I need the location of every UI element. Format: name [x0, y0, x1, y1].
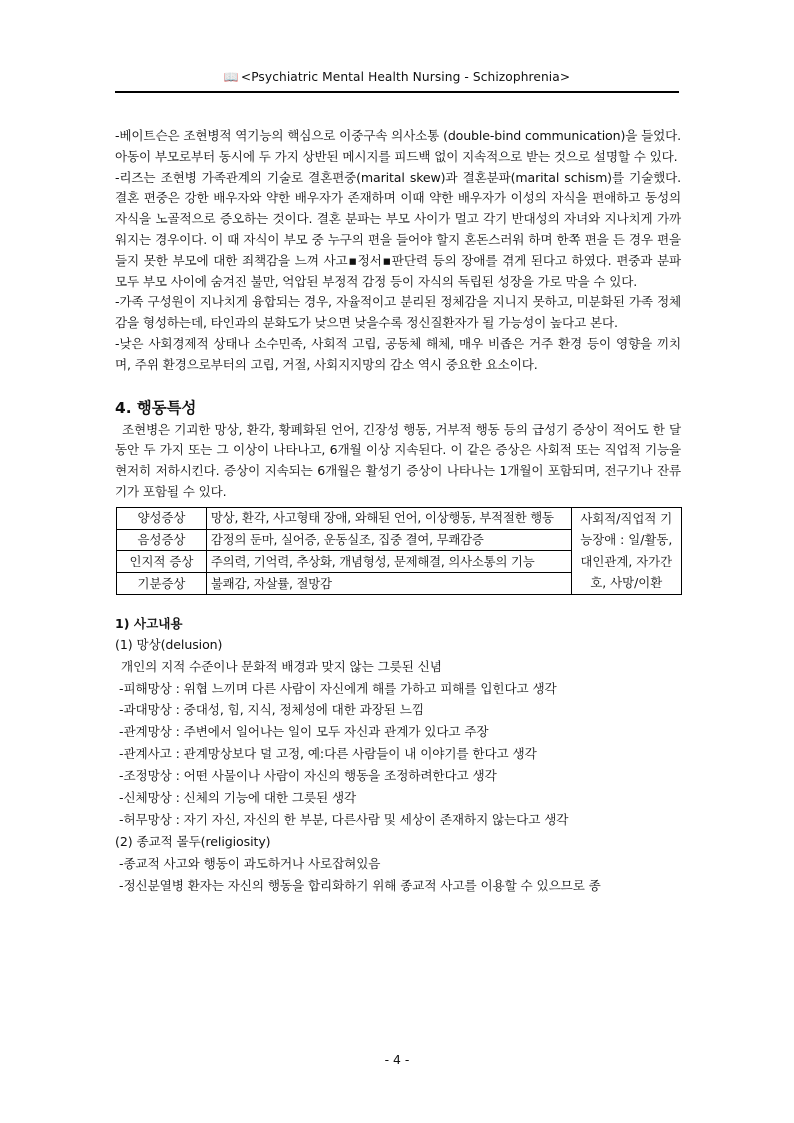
religiosity-title: (2) 종교적 몰두(religiosity) — [115, 833, 271, 849]
paragraph-bateson: -베이트슨은 조현병적 역기능의 핵심으로 이중구속 의사소통 (double-bind communication)을 들었다. 아동이 부모로부터 동시에 두 가지 상반된 메시지를 피드백 없이 지속적으로 받는 것으로 설명할 수 있다. — [115, 128, 681, 164]
page-header — [115, 70, 679, 84]
section-title-behavior: 4. 행동특성 — [115, 398, 197, 417]
list-item: -피해망상 : 위협 느끼며 다른 사람이 자신에게 해를 가하고 피해를 입힌다고 생각 — [119, 680, 557, 696]
subsection-title-thought: 1) 사고내용 — [115, 615, 183, 631]
list-item: -허무망상 : 자기 자신, 자신의 한 부분, 다른사람 및 세상이 존재하지 않는다고 생각 — [119, 812, 569, 827]
list-item: -정신분열병 환자는 자신의 행동을 합리화하기 위해 종교적 사고를 이용할 수 있으므로 종 — [119, 877, 601, 893]
table-cell-desc: 망상, 환각, 사고형태 장애, 와해된 언어, 이상행동, 부적절한 행동 — [206, 507, 571, 529]
header-title: <Psychiatric Mental Health Nursing - Schizophrenia> — [240, 70, 571, 84]
symptom-table — [116, 507, 682, 595]
table-cell-desc: 주의력, 기억력, 추상화, 개념형성, 문제해결, 의사소통의 기능 — [206, 551, 571, 573]
table-row — [117, 507, 682, 529]
paragraph-family-fusion: -가족 구성원이 지나치게 융합되는 경우, 자율적이고 분리된 정체감을 지니지 못하고, 미분화된 가족 정체감을 형성하는데, 타인과의 분화도가 낮으면 낮을수록 정신질환자가 될 가능성이 높다고 본다. — [115, 294, 681, 331]
delusion-definition: 개인의 지적 수준이나 문화적 배경과 맞지 않는 그릇된 신념 — [121, 658, 442, 674]
paragraph-socioeconomic: -낮은 사회경제적 상태나 소수민족, 사회적 고립, 공동체 해체, 매우 비좁은 거주 환경 등이 영향을 끼치며, 주위 환경으로부터의 고립, 거절, 사회지지망의 감소 역시 중요한 요소이다. — [115, 335, 681, 372]
page-number: - 4 - — [384, 1052, 410, 1067]
table-cell-side: 사회적/직업적 기능장애 : 일/활동, 대인관계, 자가간호, 사망/이환 — [571, 507, 681, 594]
list-item: -종교적 사고와 행동이 과도하거나 사로잡혀있음 — [119, 855, 381, 871]
list-item: -과대망상 : 중대성, 힘, 지식, 정체성에 대한 과장된 느낌 — [119, 702, 424, 718]
page-content — [115, 126, 681, 897]
delusion-title: (1) 망상(delusion) — [115, 636, 223, 652]
table-cell-desc: 불쾌감, 자살률, 절망감 — [206, 573, 571, 595]
list-item: -조정망상 : 어떤 사물이나 사람이 자신의 행동을 조정하려한다고 생각 — [119, 768, 497, 784]
table-cell-label: 음성증상 — [117, 529, 207, 551]
list-item: -신체망상 : 신체의 기능에 대한 그릇된 생각 — [119, 790, 357, 806]
list-item: -관계망상 : 주변에서 일어나는 일이 모두 자신과 관계가 있다고 주장 — [119, 724, 489, 740]
paragraph-lidz: -리즈는 조현병 가족관계의 기술로 결혼편중(marital skew)과 결혼분파(marital schism)를 기술했다. 결혼 편중은 강한 배우자와 약한 배우자가 존재하며 이때 약한 배우자가 이성의 자식을 편애하고 동성의 자식을 노골적으로 증오하는 것이다. 결혼 분파는 부모 사이가 멀고 각기 반대성의 자녀와 지나치게 가까워지는 경우이다. 이 때 자식이 부모 중 누구의 편을 들어야 할지 혼돈스러워 하며 한쪽 편을 든 경우 편을 들지 못한 부모에 대한 죄책감을 느껴 사고▪정서▪판단력 등의 장애를 겪게 된다고 하였다. 편중과 분파 모두 부모 사이에 숨겨진 불만, 억압된 부정적 감정 등이 자식의 독립된 성장을 가로 막을 수 있다. — [115, 169, 681, 289]
book-icon: 📖 — [223, 70, 239, 84]
table-cell-desc: 감정의 둔마, 실어증, 운동실조, 집중 결여, 무쾌감증 — [206, 529, 571, 551]
section-intro: 조현병은 기괴한 망상, 환각, 황폐화된 언어, 긴장성 행동, 거부적 행동 등의 급성기 증상이 적어도 한 달 동안 두 가지 또는 그 이상이 나타나고, 6개월 이상 지속된다. 이 같은 증상은 사회적 또는 직업적 기능을 현저히 저하시킨다. 증상이 지속되는 6개월은 활성기 증상이 나타나는 1개월이 포함되며, 전구기나 잔류기가 포함될 수 있다. — [115, 421, 681, 499]
table-cell-label: 기분증상 — [117, 573, 207, 595]
header-rule — [115, 91, 679, 93]
table-cell-label: 양성증상 — [117, 507, 207, 529]
table-cell-label: 인지적 증상 — [117, 551, 207, 573]
list-item: -관계사고 : 관계망상보다 덜 고정, 예:다른 사람들이 내 이야기를 한다고 생각 — [119, 746, 537, 762]
